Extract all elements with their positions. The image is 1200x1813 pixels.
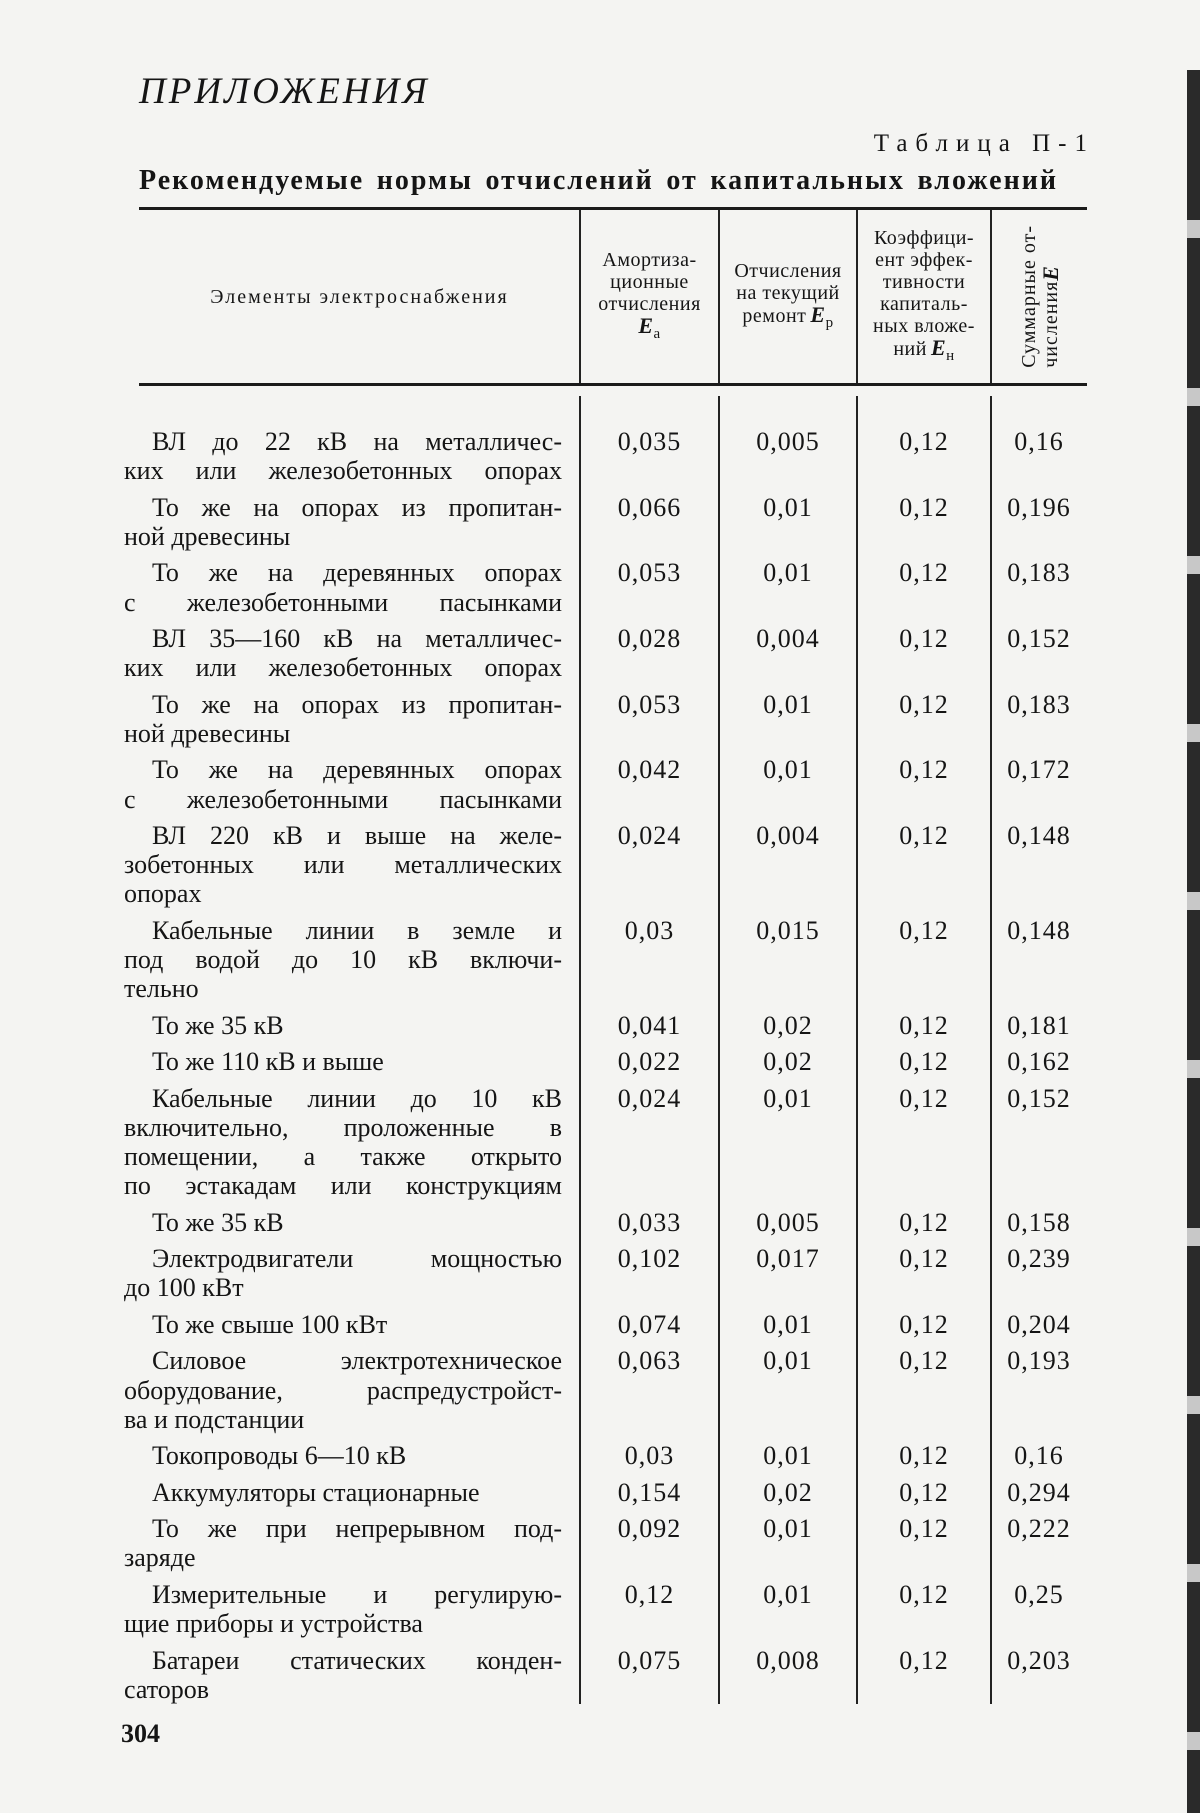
efficiency-value: 0,12 xyxy=(899,1244,949,1274)
repair-value: 0,01 xyxy=(763,1309,813,1339)
header-total-rotated xyxy=(1018,225,1062,368)
header-efficiency xyxy=(858,210,990,383)
element-text-line: Силовое электротехническое xyxy=(152,1346,562,1376)
total-value: 0,16 xyxy=(1014,1441,1064,1471)
row-element-cell xyxy=(124,493,580,551)
repair-value: 0,01 xyxy=(763,492,813,522)
repair-value: 0,015 xyxy=(756,915,820,945)
element-text-line: Токопроводы 6—10 кВ xyxy=(152,1441,407,1471)
element-text-line: тельно xyxy=(124,974,199,1004)
row-element-cell xyxy=(124,427,580,485)
amortization-value: 0,033 xyxy=(617,1207,682,1237)
amortization-value: 0,063 xyxy=(617,1346,682,1376)
element-text-line: Электродвигатели мощностью xyxy=(152,1244,562,1274)
repair-value: 0,01 xyxy=(763,1579,813,1609)
element-text-line: помещении, а также открыто xyxy=(124,1142,562,1172)
amortization-value: 0,102 xyxy=(617,1244,682,1274)
element-text-line: под водой до 10 кВ включи- xyxy=(124,945,562,975)
element-text-line: с железобетонными пасынками xyxy=(124,587,562,617)
repair-value: 0,017 xyxy=(756,1244,820,1274)
total-value: 0,172 xyxy=(1007,755,1071,785)
amortization-value: 0,041 xyxy=(617,1010,682,1040)
efficiency-value: 0,12 xyxy=(899,1010,949,1040)
table-row xyxy=(124,1346,1087,1441)
amortization-value: 0,053 xyxy=(617,689,682,719)
element-text-line: То же на деревянных опорах xyxy=(152,755,562,785)
efficiency-value: 0,12 xyxy=(899,821,949,851)
header-symbol: E xyxy=(1037,265,1063,281)
header-symbol-subscript: р xyxy=(825,314,834,331)
header-elements-label: Элементы электроснабжения xyxy=(210,285,509,308)
table-row xyxy=(124,1011,1087,1047)
row-element-cell xyxy=(124,1011,580,1040)
header-line xyxy=(893,334,955,367)
header-symbol: E xyxy=(930,334,947,360)
element-text-line: с железобетонными пасынками xyxy=(124,784,562,814)
efficiency-value: 0,12 xyxy=(899,1309,949,1339)
element-text-line: включительно, проложенные в xyxy=(124,1112,562,1142)
repair-value: 0,008 xyxy=(756,1645,820,1675)
section-title: ПРИЛОЖЕНИЯ xyxy=(139,71,430,112)
header-symbol-subscript: н xyxy=(946,347,955,364)
repair-value: 0,01 xyxy=(763,755,813,785)
table-row xyxy=(124,690,1087,756)
header-line: Отчисления xyxy=(734,259,842,282)
efficiency-value: 0,12 xyxy=(899,1346,949,1376)
element-text-line: ких или железобетонных опорах xyxy=(124,456,562,486)
efficiency-value: 0,12 xyxy=(899,915,949,945)
element-text-line: Аккумуляторы стационарные xyxy=(152,1477,480,1507)
table-row xyxy=(124,1646,1087,1712)
header-line: Амортиза- xyxy=(602,248,697,271)
efficiency-value: 0,12 xyxy=(899,492,949,522)
table-row xyxy=(124,1514,1087,1580)
table-row xyxy=(124,558,1087,624)
total-value: 0,25 xyxy=(1014,1579,1064,1609)
header-line: ных вложе- xyxy=(873,314,975,337)
row-element-cell xyxy=(124,916,580,1004)
element-text-line: саторов xyxy=(124,1674,210,1704)
header-line: тивности xyxy=(882,270,966,293)
efficiency-value: 0,12 xyxy=(899,1083,949,1113)
efficiency-value: 0,12 xyxy=(899,1207,949,1237)
row-element-cell xyxy=(124,1514,580,1572)
row-element-cell xyxy=(124,1346,580,1434)
element-text-line: То же на опорах из пропитан- xyxy=(152,492,562,522)
total-value: 0,158 xyxy=(1007,1207,1071,1237)
efficiency-value: 0,12 xyxy=(899,1047,949,1077)
efficiency-value: 0,12 xyxy=(899,1645,949,1675)
repair-value: 0,02 xyxy=(763,1010,813,1040)
total-value: 0,152 xyxy=(1007,1083,1071,1113)
total-value: 0,16 xyxy=(1014,427,1064,456)
row-element-cell xyxy=(124,690,580,748)
element-text-line: Кабельные линии в земле и xyxy=(152,915,562,945)
repair-value: 0,01 xyxy=(763,1346,813,1376)
table-row xyxy=(124,493,1087,559)
header-symbol: E xyxy=(810,301,826,327)
total-value: 0,148 xyxy=(1007,821,1071,851)
header-symbol-subscript: а xyxy=(653,325,661,342)
element-text-line: зобетонных или металлических xyxy=(124,850,562,880)
table-row xyxy=(124,1244,1087,1310)
element-text-line: То же 35 кВ xyxy=(152,1207,284,1237)
element-text-line: щие приборы и устройства xyxy=(124,1609,423,1639)
header-symbol-line xyxy=(638,312,661,345)
amortization-value: 0,024 xyxy=(617,821,682,851)
amortization-value: 0,074 xyxy=(617,1309,682,1339)
total-value: 0,193 xyxy=(1007,1346,1071,1376)
row-element-cell xyxy=(124,624,580,682)
element-text-line: Кабельные линии до 10 кВ xyxy=(152,1083,562,1113)
table-row xyxy=(124,1084,1087,1208)
table-row xyxy=(124,1580,1087,1646)
element-text-line: по эстакадам или конструкциям xyxy=(124,1171,562,1201)
header-line xyxy=(742,301,834,334)
row-element-cell xyxy=(124,755,580,813)
repair-value: 0,004 xyxy=(756,821,820,851)
efficiency-value: 0,12 xyxy=(899,1579,949,1609)
repair-value: 0,01 xyxy=(763,1441,813,1471)
row-element-cell xyxy=(124,1646,580,1704)
header-line: Суммарные от- xyxy=(1017,225,1040,368)
amortization-value: 0,075 xyxy=(617,1645,682,1675)
element-text-line: То же на опорах из пропитан- xyxy=(152,689,562,719)
table-row xyxy=(124,1478,1087,1514)
row-element-cell xyxy=(124,1047,580,1076)
row-element-cell xyxy=(124,821,580,909)
scan-edge-shadow xyxy=(1187,70,1200,1813)
element-text-line: То же 35 кВ xyxy=(152,1010,284,1040)
table-header-rule xyxy=(139,383,1087,386)
efficiency-value: 0,12 xyxy=(899,624,949,654)
row-element-cell xyxy=(124,1478,580,1507)
header-total xyxy=(992,210,1087,383)
repair-value: 0,005 xyxy=(756,427,820,456)
header-symbol: E xyxy=(638,312,654,338)
element-text-line: ной древесины xyxy=(124,521,291,551)
amortization-value: 0,03 xyxy=(624,915,675,945)
repair-value: 0,01 xyxy=(763,558,813,588)
efficiency-value: 0,12 xyxy=(899,1514,949,1544)
amortization-value: 0,022 xyxy=(617,1047,682,1077)
table-row xyxy=(124,916,1087,1011)
element-text-line: Измерительные и регулирую- xyxy=(152,1579,562,1609)
element-text-line: опорах xyxy=(124,879,202,909)
amortization-value: 0,042 xyxy=(617,755,682,785)
header-line: на текущий xyxy=(736,281,840,304)
amortization-value: 0,024 xyxy=(617,1083,682,1113)
table-row xyxy=(124,624,1087,690)
repair-value: 0,02 xyxy=(763,1047,813,1077)
element-text-line: ной древесины xyxy=(124,718,291,748)
header-repair xyxy=(720,210,856,383)
header-line xyxy=(1037,225,1063,368)
element-text-line: То же при непрерывном под- xyxy=(152,1514,562,1544)
total-value: 0,148 xyxy=(1007,915,1071,945)
efficiency-value: 0,12 xyxy=(899,427,949,456)
table-row xyxy=(124,821,1087,916)
total-value: 0,181 xyxy=(1007,1010,1071,1040)
page-number: 304 xyxy=(121,1719,160,1748)
header-line: ционные xyxy=(610,270,689,293)
row-element-cell xyxy=(124,1084,580,1201)
efficiency-value: 0,12 xyxy=(899,689,949,719)
amortization-value: 0,035 xyxy=(617,427,682,456)
header-line: капиталь- xyxy=(880,292,968,315)
element-text-line: То же 110 кВ и выше xyxy=(152,1047,384,1077)
table-row xyxy=(124,755,1087,821)
amortization-value: 0,028 xyxy=(617,624,682,654)
amortization-value: 0,053 xyxy=(617,558,682,588)
repair-value: 0,02 xyxy=(763,1477,813,1507)
total-value: 0,222 xyxy=(1007,1514,1071,1544)
row-element-cell xyxy=(124,1244,580,1302)
element-text-line: ких или железобетонных опорах xyxy=(124,653,562,683)
element-text-line: оборудование, распредустройст- xyxy=(124,1375,562,1405)
efficiency-value: 0,12 xyxy=(899,558,949,588)
element-text-line: до 100 кВт xyxy=(124,1273,244,1303)
total-value: 0,239 xyxy=(1007,1244,1071,1274)
total-value: 0,204 xyxy=(1007,1309,1071,1339)
table-row xyxy=(124,427,1087,493)
header-line-text: ний xyxy=(893,337,927,360)
total-value: 0,183 xyxy=(1007,558,1071,588)
table-label: Таблица П-1 xyxy=(873,130,1095,157)
header-line: Коэффици- xyxy=(873,226,975,249)
row-element-cell xyxy=(124,1441,580,1470)
header-line: отчисления xyxy=(598,292,701,315)
header-elements xyxy=(139,210,598,383)
repair-value: 0,004 xyxy=(756,624,820,654)
repair-value: 0,01 xyxy=(763,1083,813,1113)
element-text-line: То же свыше 100 кВт xyxy=(152,1309,388,1339)
table-row xyxy=(124,1047,1087,1083)
element-text-line: ВЛ 220 кВ и выше на желе- xyxy=(152,821,562,851)
element-text-line: заряде xyxy=(124,1543,196,1573)
efficiency-value: 0,12 xyxy=(899,1477,949,1507)
header-amortization xyxy=(581,210,718,383)
row-element-cell xyxy=(124,1310,580,1339)
amortization-value: 0,03 xyxy=(624,1441,675,1471)
total-value: 0,203 xyxy=(1007,1645,1071,1675)
efficiency-value: 0,12 xyxy=(899,755,949,785)
header-line-text: числения xyxy=(1039,280,1062,368)
total-value: 0,162 xyxy=(1007,1047,1071,1077)
total-value: 0,196 xyxy=(1007,492,1071,522)
table-row xyxy=(124,1208,1087,1244)
row-element-cell xyxy=(124,1580,580,1638)
total-value: 0,152 xyxy=(1007,624,1071,654)
element-text-line: ва и подстанции xyxy=(124,1404,305,1434)
row-element-cell xyxy=(124,558,580,616)
amortization-value: 0,066 xyxy=(617,492,682,522)
table-row xyxy=(124,1441,1087,1477)
total-value: 0,294 xyxy=(1007,1477,1071,1507)
amortization-value: 0,12 xyxy=(624,1579,675,1609)
table-row xyxy=(124,1310,1087,1346)
repair-value: 0,01 xyxy=(763,689,813,719)
table-caption: Рекомендуемые нормы отчислений от капитальных вложений xyxy=(139,165,1058,196)
header-line-text: ремонт xyxy=(742,304,807,327)
efficiency-value: 0,12 xyxy=(899,1441,949,1471)
amortization-value: 0,092 xyxy=(617,1514,682,1544)
element-text-line: ВЛ 35—160 кВ на металличес- xyxy=(152,624,562,654)
element-text-line: ВЛ до 22 кВ на металличес- xyxy=(152,427,562,456)
repair-value: 0,01 xyxy=(763,1514,813,1544)
amortization-value: 0,154 xyxy=(617,1477,682,1507)
total-value: 0,183 xyxy=(1007,689,1071,719)
repair-value: 0,005 xyxy=(756,1207,820,1237)
element-text-line: Батареи статических конден- xyxy=(152,1645,562,1675)
element-text-line: То же на деревянных опорах xyxy=(152,558,562,588)
row-element-cell xyxy=(124,1208,580,1237)
header-line: ент эффек- xyxy=(875,248,973,271)
table-body xyxy=(124,427,1087,1711)
